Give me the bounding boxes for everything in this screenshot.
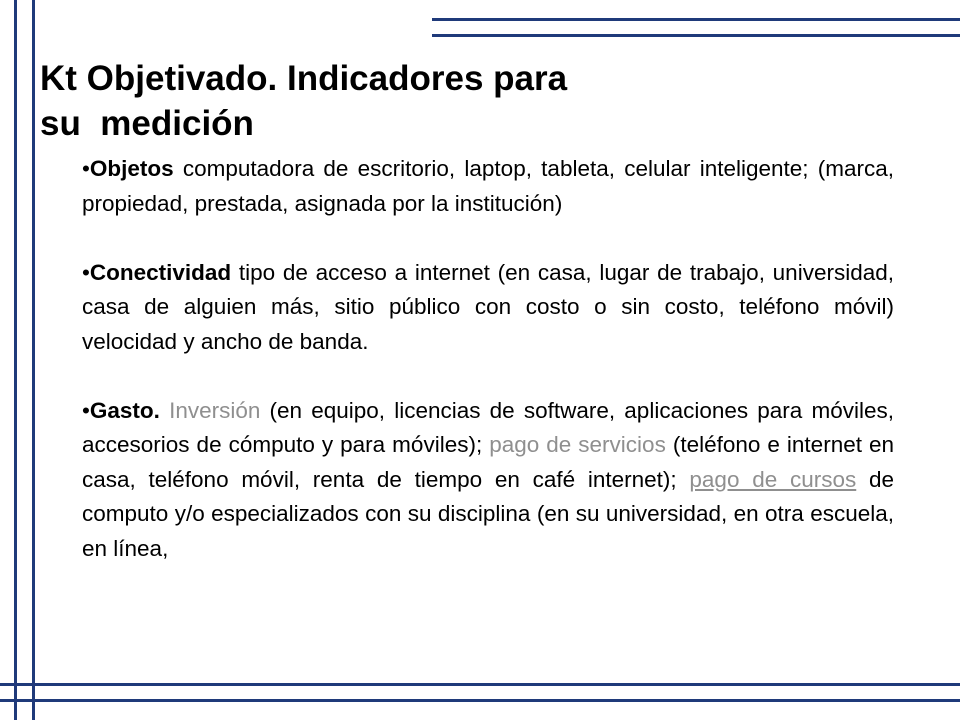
bullet-marker: • <box>82 259 90 285</box>
page-title <box>40 56 740 146</box>
bullet-text-conectividad: tipo de acceso a internet (en casa, lugar de trabajo, universidad, casa de alguien más, sitio público con costo o sin costo, teléfono móvil) velocidad y ancho de banda. <box>82 259 894 354</box>
bullet-text-objetos: computadora de escritorio, laptop, tableta, celular inteligente; (marca, propiedad, prestada, asignada por la institución) <box>82 156 894 216</box>
border-line-left-inner <box>32 0 35 720</box>
border-line-bottom-lower <box>0 699 960 702</box>
bullet-text-gasto-4: de computo y/o especializados con su disciplina (en su universidad, en otra escuela, en línea, <box>82 466 894 561</box>
title-line-2: su medición <box>40 104 254 143</box>
bullet-label-conectividad: Conectividad <box>89 259 232 285</box>
highlight-inversion: Inversión <box>169 397 261 423</box>
bullet-objetos <box>82 152 894 221</box>
bullet-conectividad <box>82 256 894 360</box>
bullet-label-gasto: Gasto. <box>89 397 160 423</box>
highlight-pago-servicios: pago de servicios <box>489 432 666 457</box>
bullet-list <box>82 152 894 601</box>
border-line-bottom-upper <box>0 683 960 686</box>
border-line-left-outer <box>14 0 17 720</box>
bullet-marker: • <box>82 397 90 423</box>
border-line-top-lower <box>432 34 960 37</box>
title-line-1: Kt Objetivado. Indicadores para <box>40 59 568 98</box>
bullet-label-objetos: Objetos <box>89 156 174 181</box>
highlight-pago-cursos: pago de cursos <box>689 466 857 492</box>
bullet-text-gasto-1 <box>160 398 169 423</box>
border-line-top-upper <box>432 18 960 21</box>
bullet-text-gasto-2: (en equipo, licencias de software, aplicaciones para móviles, accesorios de cómputo y para móviles); <box>82 397 894 457</box>
bullet-gasto <box>82 394 894 567</box>
bullet-text-gasto-3: (teléfono e internet en casa, teléfono móvil, renta de tiempo en café internet); <box>82 432 895 492</box>
bullet-marker: • <box>82 156 90 181</box>
